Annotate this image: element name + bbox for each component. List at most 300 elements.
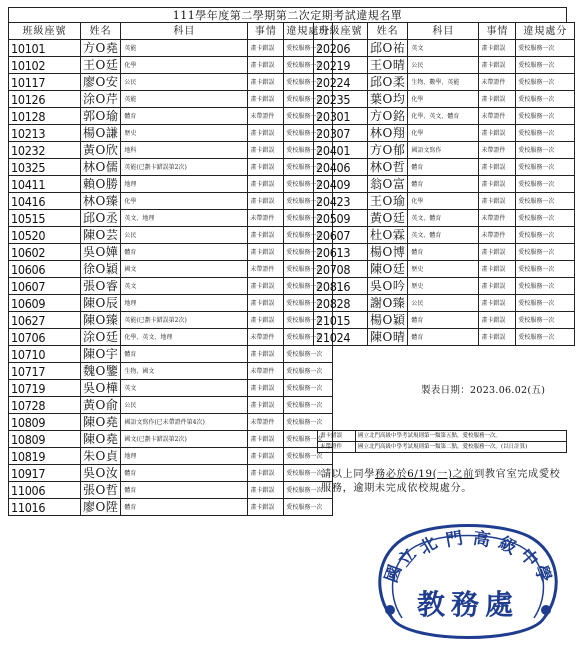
cell-name: 林O儒 <box>81 159 121 176</box>
cell-reason: 畫卡錯誤 <box>248 40 284 57</box>
cell-name: 廖O安 <box>81 74 121 91</box>
cell-name: 黃O欣 <box>81 142 121 159</box>
cell-id: 10728 <box>9 397 81 414</box>
cell-reason: 畫卡錯誤 <box>479 40 516 57</box>
page-title: 111學年度第二學期第二次定期考試違規名單 <box>8 7 567 23</box>
cell-penalty: 愛校服務一次 <box>516 91 575 108</box>
cell-penalty: 愛校服務一次 <box>284 74 333 91</box>
cell-reason: 畫卡錯誤 <box>248 499 284 516</box>
header-id: 班級座號 <box>314 23 368 40</box>
header-reason: 事情 <box>248 23 284 40</box>
cell-name: 郭O瑜 <box>81 108 121 125</box>
cell-name: 涂O芹 <box>81 91 121 108</box>
table-row <box>314 278 575 295</box>
cell-id: 10607 <box>9 278 81 295</box>
cell-id: 20816 <box>314 278 368 295</box>
cell-penalty: 愛校服務一次 <box>516 278 575 295</box>
cell-penalty: 愛校服務一次 <box>516 227 575 244</box>
cell-id: 21024 <box>314 329 368 346</box>
cell-subject: 體育 <box>121 346 248 363</box>
table-row <box>9 176 333 193</box>
cell-penalty: 愛校服務一次 <box>284 210 333 227</box>
cell-subject: 公民 <box>408 295 479 312</box>
cell-reason: 未帶證件 <box>248 108 284 125</box>
cell-reason: 畫卡錯誤 <box>248 312 284 329</box>
table-row <box>9 414 333 431</box>
header-id: 班級座號 <box>9 23 81 40</box>
cell-penalty: 愛校服務一次 <box>516 74 575 91</box>
cell-reason: 畫卡錯誤 <box>248 482 284 499</box>
table-row <box>314 91 575 108</box>
table-row <box>9 482 333 499</box>
table-row <box>9 193 333 210</box>
cell-name: 林O翔 <box>368 125 408 142</box>
table-row <box>314 295 575 312</box>
cell-subject: 化學、英文、體育 <box>408 108 479 125</box>
cell-reason: 畫卡錯誤 <box>248 159 284 176</box>
table-row <box>9 346 333 363</box>
cell-id: 10117 <box>9 74 81 91</box>
seal-flower-left-icon <box>385 605 395 615</box>
rules-note-row <box>318 442 567 453</box>
table-header-row <box>9 23 333 40</box>
table-row <box>9 159 333 176</box>
seal-school-char: 級 <box>495 533 520 559</box>
cell-penalty: 愛校服務一次 <box>516 329 575 346</box>
cell-penalty: 愛校服務一次 <box>284 482 333 499</box>
cell-id: 10232 <box>9 142 81 159</box>
table-row <box>314 312 575 329</box>
cell-penalty: 愛校服務一次 <box>516 244 575 261</box>
cell-id: 10609 <box>9 295 81 312</box>
seal-school-char: 立 <box>394 544 421 571</box>
cell-reason: 畫卡錯誤 <box>248 142 284 159</box>
cell-subject: 英能 <box>121 91 248 108</box>
cell-name: 陳O臻 <box>81 312 121 329</box>
cell-reason: 畫卡錯誤 <box>248 91 284 108</box>
cell-id: 20224 <box>314 74 368 91</box>
cell-name: 賴O勝 <box>81 176 121 193</box>
cell-penalty: 愛校服務一次 <box>284 380 333 397</box>
cell-reason: 未帶證件 <box>248 363 284 380</box>
cell-name: 謝O臻 <box>368 295 408 312</box>
table-row <box>9 278 333 295</box>
table-row <box>314 244 575 261</box>
seal-school-char: 學 <box>529 562 555 586</box>
table-row <box>9 227 333 244</box>
cell-name: 陳O廷 <box>368 261 408 278</box>
cell-subject: 地理 <box>121 295 248 312</box>
cell-id: 11006 <box>9 482 81 499</box>
cell-id: 10710 <box>9 346 81 363</box>
cell-id: 10606 <box>9 261 81 278</box>
cell-penalty: 愛校服務一次 <box>284 244 333 261</box>
cell-subject: 化學 <box>408 91 479 108</box>
seal-school-char: 國 <box>381 562 407 586</box>
seal-school-char: 北 <box>416 533 441 559</box>
cell-subject: 國文(已劃卡錯誤第2次) <box>121 431 248 448</box>
cell-id: 10325 <box>9 159 81 176</box>
cell-id: 10602 <box>9 244 81 261</box>
seal-flower-right-icon <box>541 605 551 615</box>
cell-id: 20206 <box>314 40 368 57</box>
cell-id: 20235 <box>314 91 368 108</box>
rules-note-text: 國立北門高級中學考試規則第一類第五點，愛校服務一次。 <box>356 431 567 442</box>
cell-reason: 畫卡錯誤 <box>248 244 284 261</box>
table-row <box>9 210 333 227</box>
cell-name: 陳O堯 <box>81 414 121 431</box>
cell-id: 10411 <box>9 176 81 193</box>
cell-subject: 國語文寫作 <box>408 142 479 159</box>
date-label: 製表日期：2023.06.02(五) <box>421 385 546 396</box>
header-subject: 科目 <box>121 23 248 40</box>
cell-id: 10213 <box>9 125 81 142</box>
cell-name: 楊O博 <box>368 244 408 261</box>
cell-penalty: 愛校服務一次 <box>284 142 333 159</box>
cell-penalty: 愛校服務一次 <box>516 142 575 159</box>
cell-id: 10809 <box>9 414 81 431</box>
cell-penalty: 愛校服務一次 <box>284 346 333 363</box>
cell-reason: 畫卡錯誤 <box>479 57 516 74</box>
cell-name: 林O臻 <box>81 193 121 210</box>
table-row <box>9 465 333 482</box>
cell-id: 10126 <box>9 91 81 108</box>
rules-note-tag: 畫卡錯誤 <box>318 431 356 442</box>
cell-reason: 畫卡錯誤 <box>479 295 516 312</box>
cell-penalty: 愛校服務一次 <box>516 57 575 74</box>
table-row <box>314 57 575 74</box>
cell-id: 20423 <box>314 193 368 210</box>
cell-name: 吳O吟 <box>368 278 408 295</box>
cell-id: 11016 <box>9 499 81 516</box>
cell-subject: 地理 <box>121 448 248 465</box>
cell-subject: 英文 <box>121 278 248 295</box>
cell-penalty: 愛校服務一次 <box>284 431 333 448</box>
cell-penalty: 愛校服務一次 <box>516 125 575 142</box>
cell-name: 王O晴 <box>368 57 408 74</box>
table-row <box>314 125 575 142</box>
cell-name: 張O睿 <box>81 278 121 295</box>
table-row <box>314 210 575 227</box>
cell-name: 陳O堯 <box>81 431 121 448</box>
cell-id: 10917 <box>9 465 81 482</box>
cell-id: 10717 <box>9 363 81 380</box>
cell-name: 吳O樺 <box>81 380 121 397</box>
header-name: 姓名 <box>81 23 121 40</box>
cell-penalty: 愛校服務一次 <box>516 108 575 125</box>
cell-subject: 體育 <box>121 482 248 499</box>
cell-id: 10819 <box>9 448 81 465</box>
cell-id: 10416 <box>9 193 81 210</box>
cell-subject: 生物、國文 <box>121 363 248 380</box>
cell-penalty: 愛校服務一次 <box>284 312 333 329</box>
cell-reason: 畫卡錯誤 <box>248 227 284 244</box>
table-row <box>314 261 575 278</box>
cell-name: 王O廷 <box>81 57 121 74</box>
cell-reason: 畫卡錯誤 <box>479 159 516 176</box>
seal-school-char: 高 <box>471 528 492 552</box>
cell-subject: 英文 <box>121 380 248 397</box>
cell-name: 涂O廷 <box>81 329 121 346</box>
violations-table-left <box>8 22 333 516</box>
cell-id: 20708 <box>314 261 368 278</box>
cell-reason: 畫卡錯誤 <box>479 329 516 346</box>
cell-reason: 畫卡錯誤 <box>248 278 284 295</box>
cell-penalty: 愛校服務一次 <box>516 295 575 312</box>
cell-id: 20406 <box>314 159 368 176</box>
cell-subject: 體育 <box>121 465 248 482</box>
cell-name: 陳O芸 <box>81 227 121 244</box>
cell-name: 陳O辰 <box>81 295 121 312</box>
rules-note-table <box>317 430 567 453</box>
table-row <box>314 108 575 125</box>
table-row <box>9 397 333 414</box>
cell-name: 方O堯 <box>81 40 121 57</box>
cell-reason: 未帶證件 <box>248 329 284 346</box>
cell-subject: 體育 <box>408 176 479 193</box>
table-row <box>9 74 333 91</box>
cell-subject: 英能 <box>121 40 248 57</box>
cell-penalty: 愛校服務一次 <box>284 193 333 210</box>
table-row <box>9 431 333 448</box>
cell-reason: 畫卡錯誤 <box>479 176 516 193</box>
rules-note-row <box>318 431 567 442</box>
cell-subject: 英能(已劃卡錯誤第2次) <box>121 312 248 329</box>
cell-penalty: 愛校服務一次 <box>284 159 333 176</box>
cell-subject: 體育 <box>121 244 248 261</box>
cell-subject: 化學 <box>408 125 479 142</box>
cell-subject: 化學 <box>121 193 248 210</box>
cell-subject: 公民 <box>121 74 248 91</box>
cell-penalty: 愛校服務一次 <box>516 176 575 193</box>
cell-reason: 畫卡錯誤 <box>479 193 516 210</box>
cell-id: 20307 <box>314 125 368 142</box>
cell-subject: 歷史 <box>121 125 248 142</box>
table-row <box>314 40 575 57</box>
cell-reason: 畫卡錯誤 <box>248 125 284 142</box>
cell-name: 吳O嬅 <box>81 244 121 261</box>
cell-subject: 歷史 <box>408 261 479 278</box>
cell-reason: 畫卡錯誤 <box>248 74 284 91</box>
cell-subject: 體育 <box>121 108 248 125</box>
cell-id: 20613 <box>314 244 368 261</box>
table-row <box>9 108 333 125</box>
table-row <box>9 244 333 261</box>
cell-subject: 體育 <box>408 312 479 329</box>
notice-text <box>321 468 569 496</box>
cell-name: 楊O謙 <box>81 125 121 142</box>
cell-name: 邱O丞 <box>81 210 121 227</box>
table-row <box>9 329 333 346</box>
cell-name: 黃O俞 <box>81 397 121 414</box>
cell-penalty: 愛校服務一次 <box>284 91 333 108</box>
table-row <box>9 448 333 465</box>
header-name: 姓名 <box>368 23 408 40</box>
cell-subject: 體育 <box>121 499 248 516</box>
cell-reason: 未帶證件 <box>479 108 516 125</box>
cell-penalty: 愛校服務一次 <box>284 363 333 380</box>
cell-penalty: 愛校服務一次 <box>516 159 575 176</box>
seal-office-text: 教務處 <box>416 588 520 621</box>
cell-subject: 體育 <box>408 244 479 261</box>
cell-id: 20219 <box>314 57 368 74</box>
rules-note-tag: 未帶證件 <box>318 442 356 453</box>
cell-id: 10128 <box>9 108 81 125</box>
cell-name: 吳O汝 <box>81 465 121 482</box>
cell-id: 10102 <box>9 57 81 74</box>
cell-reason: 畫卡錯誤 <box>248 176 284 193</box>
cell-name: 朱O貞 <box>81 448 121 465</box>
table-row <box>314 74 575 91</box>
cell-reason: 畫卡錯誤 <box>248 295 284 312</box>
cell-id: 20828 <box>314 295 368 312</box>
cell-id: 10101 <box>9 40 81 57</box>
cell-id: 10706 <box>9 329 81 346</box>
cell-name: 方O郁 <box>368 142 408 159</box>
cell-subject: 英文 <box>408 40 479 57</box>
seal-school-char: 中 <box>515 544 542 571</box>
table-row <box>9 125 333 142</box>
cell-id: 20607 <box>314 227 368 244</box>
cell-name: 陳O宇 <box>81 346 121 363</box>
table-row <box>9 91 333 108</box>
cell-subject: 體育 <box>408 159 479 176</box>
cell-subject: 地理 <box>121 176 248 193</box>
cell-subject: 英文、體育 <box>408 227 479 244</box>
cell-subject: 英文、地理 <box>121 210 248 227</box>
table-row <box>9 57 333 74</box>
cell-subject: 國語文寫作(已未帶證件第4次) <box>121 414 248 431</box>
notice-deadline: 務必於6/19(一)之前 <box>374 469 475 480</box>
cell-reason: 畫卡錯誤 <box>479 261 516 278</box>
cell-subject: 生物、數學、英能 <box>408 74 479 91</box>
cell-reason: 未帶證件 <box>248 261 284 278</box>
cell-penalty: 愛校服務一次 <box>284 499 333 516</box>
cell-subject: 化學 <box>408 193 479 210</box>
cell-name: 翁O富 <box>368 176 408 193</box>
cell-reason: 未帶證件 <box>479 210 516 227</box>
cell-subject: 國文 <box>121 261 248 278</box>
cell-name: 邱O柔 <box>368 74 408 91</box>
cell-reason: 畫卡錯誤 <box>248 448 284 465</box>
cell-penalty: 愛校服務一次 <box>284 295 333 312</box>
table-row <box>9 380 333 397</box>
cell-reason: 畫卡錯誤 <box>248 57 284 74</box>
cell-reason: 畫卡錯誤 <box>479 278 516 295</box>
cell-subject: 公民 <box>121 227 248 244</box>
cell-name: 方O銘 <box>368 108 408 125</box>
cell-penalty: 愛校服務一次 <box>516 193 575 210</box>
notice-pre: 請以上同學 <box>321 469 375 480</box>
cell-reason: 畫卡錯誤 <box>479 244 516 261</box>
header-penalty: 違規處分 <box>284 23 333 40</box>
cell-name: 張O哲 <box>81 482 121 499</box>
cell-name: 杜O霖 <box>368 227 408 244</box>
cell-name: 林O哲 <box>368 159 408 176</box>
rules-note-text: 國立北門高級中學考試規則第一類第二點，愛校服務一次。(以日計算) <box>356 442 567 453</box>
cell-reason: 畫卡錯誤 <box>248 431 284 448</box>
cell-reason: 未帶證件 <box>479 74 516 91</box>
cell-name: 黃O廷 <box>368 210 408 227</box>
cell-id: 20509 <box>314 210 368 227</box>
cell-name: 陳O晴 <box>368 329 408 346</box>
office-seal-stamp <box>368 522 568 650</box>
table-row <box>9 40 333 57</box>
table-row <box>314 142 575 159</box>
table-row <box>9 295 333 312</box>
table-row <box>314 227 575 244</box>
cell-id: 10719 <box>9 380 81 397</box>
cell-name: 魏O鑒 <box>81 363 121 380</box>
cell-id: 20409 <box>314 176 368 193</box>
cell-subject: 英文、體育 <box>408 210 479 227</box>
cell-penalty: 愛校服務一次 <box>516 312 575 329</box>
cell-penalty: 愛校服務一次 <box>284 57 333 74</box>
cell-name: 邱O祐 <box>368 40 408 57</box>
violations-table-right <box>313 22 575 346</box>
table-header-row <box>314 23 575 40</box>
cell-penalty: 愛校服務一次 <box>516 40 575 57</box>
table-row <box>9 363 333 380</box>
table-row <box>314 176 575 193</box>
header-reason: 事情 <box>479 23 516 40</box>
cell-penalty: 愛校服務一次 <box>284 448 333 465</box>
table-row <box>9 499 333 516</box>
cell-penalty: 愛校服務一次 <box>284 108 333 125</box>
cell-penalty: 愛校服務一次 <box>284 40 333 57</box>
cell-subject: 歷史 <box>408 278 479 295</box>
cell-penalty: 愛校服務一次 <box>284 227 333 244</box>
cell-penalty: 愛校服務一次 <box>284 125 333 142</box>
cell-reason: 畫卡錯誤 <box>248 193 284 210</box>
cell-reason: 畫卡錯誤 <box>248 397 284 414</box>
cell-penalty: 愛校服務一次 <box>284 261 333 278</box>
notice-post: 到教官室完成愛校服務，逾期未完成依校規處分。 <box>321 469 561 494</box>
cell-name: 王O瑜 <box>368 193 408 210</box>
cell-reason: 未帶證件 <box>479 142 516 159</box>
cell-id: 10627 <box>9 312 81 329</box>
cell-name: 徐O穎 <box>81 261 121 278</box>
table-row <box>9 142 333 159</box>
cell-reason: 畫卡錯誤 <box>479 125 516 142</box>
table-row <box>314 159 575 176</box>
cell-reason: 畫卡錯誤 <box>248 346 284 363</box>
cell-id: 10515 <box>9 210 81 227</box>
cell-penalty: 愛校服務一次 <box>284 278 333 295</box>
cell-reason: 畫卡錯誤 <box>248 465 284 482</box>
cell-id: 20301 <box>314 108 368 125</box>
cell-reason: 未帶證件 <box>479 227 516 244</box>
cell-subject: 化學 <box>121 57 248 74</box>
cell-penalty: 愛校服務一次 <box>284 176 333 193</box>
header-penalty: 違規處分 <box>516 23 575 40</box>
cell-penalty: 愛校服務一次 <box>284 397 333 414</box>
cell-reason: 未帶證件 <box>248 414 284 431</box>
table-row <box>9 261 333 278</box>
cell-id: 21015 <box>314 312 368 329</box>
cell-subject: 公民 <box>408 57 479 74</box>
cell-reason: 畫卡錯誤 <box>479 312 516 329</box>
cell-reason: 畫卡錯誤 <box>248 380 284 397</box>
header-subject: 科目 <box>408 23 479 40</box>
cell-id: 20401 <box>314 142 368 159</box>
cell-subject: 英能(已劃卡錯誤第2次) <box>121 159 248 176</box>
cell-id: 10520 <box>9 227 81 244</box>
cell-subject: 體育 <box>408 329 479 346</box>
cell-penalty: 愛校服務一次 <box>284 465 333 482</box>
cell-subject: 地科 <box>121 142 248 159</box>
cell-reason: 畫卡錯誤 <box>479 91 516 108</box>
